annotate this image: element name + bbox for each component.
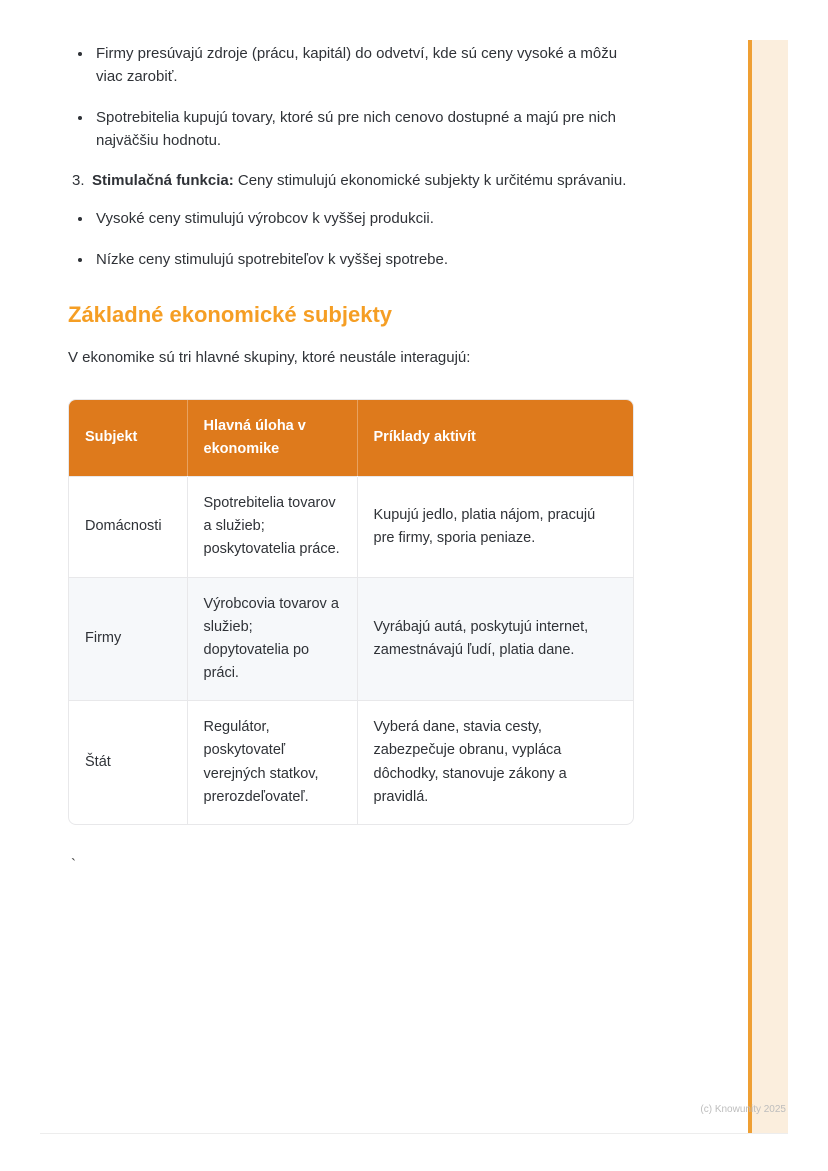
copyright-footer: (c) Knowunity 2025 bbox=[700, 1104, 786, 1115]
table-row bbox=[69, 476, 633, 577]
table-cell: Domácnosti bbox=[69, 476, 187, 577]
table-row bbox=[69, 701, 633, 824]
table-cell: Firmy bbox=[69, 577, 187, 701]
table-cell: Výrobcovia tovarov a služieb; dopytovatelia po práci. bbox=[187, 577, 357, 701]
table-cell: Spotrebitelia tovarov a služieb; poskytovatelia práce. bbox=[187, 476, 357, 577]
item-number: 3. bbox=[72, 172, 85, 189]
table-cell: Štát bbox=[69, 701, 187, 824]
subjects-table-wrapper bbox=[68, 399, 634, 825]
table-cell: Vyrábajú autá, poskytujú internet, zamestnávajú ľudí, platia dane. bbox=[357, 577, 633, 701]
table-header-row bbox=[69, 400, 633, 477]
item-bold-label: Stimulačná funkcia: bbox=[92, 172, 234, 189]
table-row bbox=[69, 577, 633, 701]
page-accent-line bbox=[748, 40, 752, 1134]
subjects-table bbox=[69, 400, 633, 824]
table-cell: Regulátor, poskytovateľ verejných statkov, prerozdeľovateľ. bbox=[187, 701, 357, 824]
item-text bbox=[92, 169, 644, 192]
bullet-item: • Firmy presúvajú zdroje (prácu, kapitál) do odvetví, kde sú ceny vysoké a môžu viac zarobiť. bbox=[93, 42, 644, 89]
page-bottom-edge bbox=[40, 1133, 788, 1134]
bullet-item: • Nízke ceny stimulujú spotrebiteľov k vyššej spotrebe. bbox=[93, 248, 644, 271]
sub-bullet-list bbox=[68, 207, 644, 271]
table-cell: Kupujú jedlo, platia nájom, pracujú pre firmy, sporia peniaze. bbox=[357, 476, 633, 577]
page-accent-band bbox=[752, 40, 788, 1134]
intro-paragraph: V ekonomike sú tri hlavné skupiny, ktoré neustále interagujú: bbox=[68, 349, 471, 367]
item-rest-text: Ceny stimulujú ekonomické subjekty k určitému správaniu. bbox=[233, 172, 627, 189]
document-content bbox=[68, 42, 644, 876]
bullet-item: • Vysoké ceny stimulujú výrobcov k vyššej produkcii. bbox=[93, 207, 644, 230]
table-header-cell: Príklady aktivít bbox=[357, 400, 633, 477]
table-cell: Vyberá dane, stavia cesty, zabezpečuje obranu, vypláca dôchodky, stanovuje zákony a pravidlá. bbox=[357, 701, 633, 824]
table-header-cell: Subjekt bbox=[69, 400, 187, 477]
section-heading: Základné ekonomické subjekty bbox=[68, 301, 393, 327]
top-bullet-list bbox=[68, 42, 644, 152]
bullet-item: • Spotrebitelia kupujú tovary, ktoré sú pre nich cenovo dostupné a majú pre nich najväčšiu hodnotu. bbox=[93, 106, 644, 153]
numbered-item bbox=[68, 169, 644, 192]
stray-backtick: ` bbox=[71, 856, 76, 874]
table-header-cell: Hlavná úloha v ekonomike bbox=[187, 400, 357, 477]
